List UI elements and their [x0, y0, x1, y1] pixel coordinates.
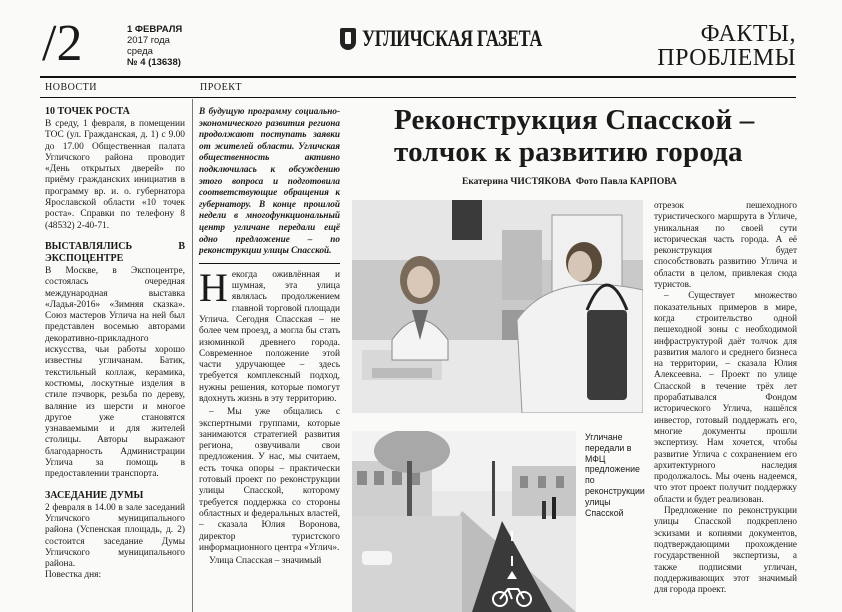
article-paragraph-text: екогда оживлённая и шумная, эта улица являлась продолжением главной торговой площади Углича. Сегодня Спасская – не более чем проезд, а могла бы стать изюминкой древнего города. Современное положение этой части удручающее – здесь требуется комплексный подход, нужны решения, которые помогут вдохнуть жизнь в эту территорию. [199, 269, 340, 404]
issue-number: № 4 (13638) [127, 57, 181, 68]
news-title: ЗАСЕДАНИЕ ДУМЫ [45, 489, 144, 501]
section-label-project: ПРОЕКТ [200, 82, 243, 93]
newspaper-logo [340, 26, 593, 52]
article-headline: Реконструкция Спасской – толчок к развитию города [394, 104, 755, 168]
rubric-line-1: ФАКТЫ, [700, 21, 796, 47]
newspaper-name: УГЛИЧСКАЯ ГАЗЕТА [362, 26, 542, 51]
article-paragraph: Предложение по реконструкции улицы Спасской подкреплено эскизами и копиями документов, подтверждающими прохождение государственной экспертизы, а также подписями угличан, поддерживающих этот значимый для города проект. [654, 505, 797, 595]
article-paragraph [199, 264, 340, 406]
news-item [45, 241, 185, 481]
issue-year: 2017 года [127, 35, 170, 46]
article-column-1 [199, 106, 340, 569]
mfc-office-illustration [352, 200, 643, 413]
issue-date-block [127, 24, 182, 68]
section-rule [40, 97, 796, 98]
issue-date: 1 ФЕВРАЛЯ [127, 24, 183, 35]
page-number: /2 [42, 15, 83, 72]
article-paragraph: Улица Спасская – значимый [209, 556, 322, 567]
news-item [45, 490, 185, 582]
article-byline [462, 177, 677, 187]
issue-weekday: среда [127, 46, 153, 57]
news-title: ВЫСТАВЛЯЛИСЬ В ЭКСПОЦЕНТРЕ [45, 240, 185, 264]
news-item [45, 106, 185, 232]
news-body: В Москве, в Экспоцентре, состоялась очередная международная выставка «Ладья-2016» «Зимняя сказка». Союз мастеров Углича на ней был представлен восемью авторами декоративно-прикладного искусства, чьи работы хорошо известны угличанам. Батик, текстильный коллаж, керамика, костюмы, лоскутные изделия в стиле пэчворк, резьба по дереву, валяние из шерсти и многое другое уже становятся узнаваемыми и для жителей столицы. Авторы выражают благодарность Администрации Углича за помощь в предоставлении транспорта. [45, 265, 185, 480]
news-body: 2 февраля в 14.00 в зале заседаний Угличского муниципального района (Успенская площадь, д. 2) состоится заседание Думы Угличского муниципального района. [45, 502, 185, 570]
news-extra: Повестка дня: [45, 570, 102, 581]
drop-cap: Н [199, 264, 228, 310]
article-paragraph: – Существует множество показательных примеров в мире, когда строительство одной пешеходной зоны с необходимой инфраструктурой даёт толчок для развития малого и среднего бизнеса на территории, – сказала Юлия Алексеевна. – Проект по улице Спасской в течение трёх лет прорабатывался Фондом исторического Углича, нашёлся инвестор, готовый поддержать его, многие документы прошли экспертизу. Нам хочется, чтобы развитие Углича с сохранением его архитектурного наследия продолжалось. Мы очень надеемся, что этот проект получит поддержку области и будет реализован. [654, 290, 797, 504]
news-column [45, 106, 185, 591]
spasskaya-street-illustration [352, 431, 576, 612]
byline-author: Екатерина ЧИСТЯКОВА [462, 177, 572, 187]
photo-caption: Угличане передали в МФЦ предложение по реконструкции улицы Спасской [585, 432, 645, 518]
rubric-line-2: ПРОБЛЕМЫ [657, 45, 796, 71]
byline-photo: Фото Павла КАРПОВА [575, 177, 677, 187]
mfc-office-photo [352, 200, 643, 413]
page-rubric [657, 22, 796, 70]
article-paragraph: отрезок пешеходного туристического маршрута в Угличе, уникальная по своей сути историческая часть города. А её реконструкция будет способствовать развитию Углича и области в целом, привлекая сюда туристов. [654, 200, 797, 290]
article-lead: В будущую программу социально-экономического развития региона продолжают поступать заявки от жителей области. Угличская общественность активно подключилась к обсуждению этого вопроса и подготовила соответствующие обращения к губернатору. В конце прошлой недели в многофункциональный центр угличане передали ещё одно предложение – по реконструкции улицы Спасской. [199, 106, 340, 256]
article-paragraph: – Мы уже общались с экспертными группами, которые занимаются стратегией развития региона, озвучивали свои предложения. У нас, мы считаем, есть точка опоры – практически готовый проект по реконструкции улицы Спасской, которому требуется поддержка со стороны областных и федеральных властей, – сказала Юлия Воронова, директор туристского информационного центра «Углич». [199, 407, 340, 553]
masthead-rule [40, 76, 796, 78]
coat-of-arms-icon [340, 28, 356, 50]
lead-rule [199, 263, 340, 264]
article-column-2 [654, 200, 797, 595]
news-body: В среду, 1 февраля, в помещении ТОС (ул. Гражданская, д. 1) с 9.00 до 17.00 Общественная палата Угличского района проводит «День открытых дверей» по приёму гражданских инициатив в программу вр. и. о. губернатора Ярославской области «10 точек роста». Справки по телефону 8 (48532) 2-40-71. [45, 119, 185, 231]
column-divider [192, 99, 193, 612]
news-title: 10 ТОЧЕК РОСТА [45, 106, 130, 117]
section-label-news: НОВОСТИ [45, 82, 97, 93]
street-render-photo [352, 431, 576, 612]
